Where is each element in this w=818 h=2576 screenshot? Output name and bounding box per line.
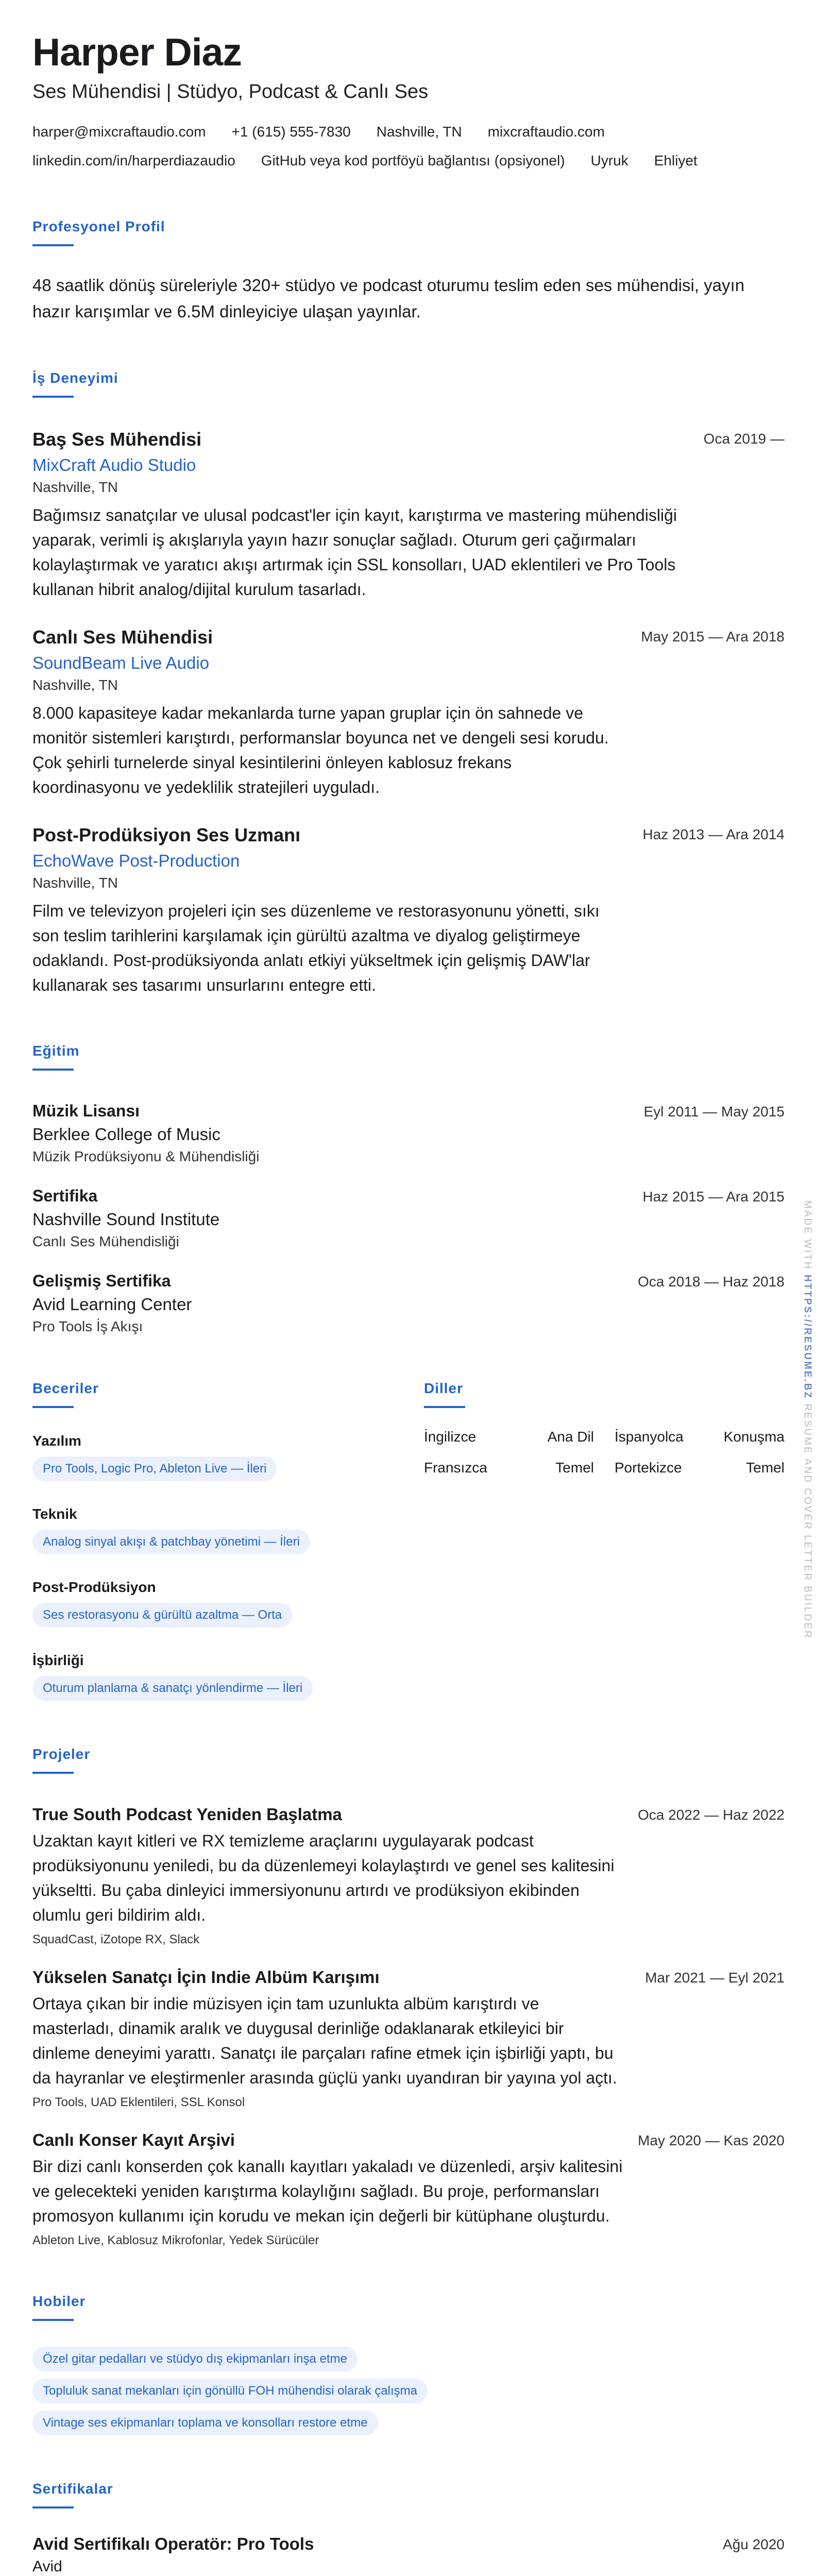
project-date: May 2020 — Kas 2020 (638, 2132, 785, 2148)
section-title-experience: İş Deneyimi (32, 369, 118, 386)
contact-nationality: Uyruk (590, 152, 628, 168)
language-level: Konuşma (723, 1428, 785, 1445)
project-description: Ortaya çıkan bir indie müzisyen için tam uzunlukta albüm karıştırdı ve masterladı, dinamik aralık ve duygusal derinliğe odaklanarak etkileyici bir dinleme deneyimi yarattı. Sanatçı ile parçaları rafine etmek için işbirliği yaptı, bu da hayranlar ve eleştirmenler arasında güçlü yankı uyandıran bir yayına yol açtı. (32, 1994, 617, 2087)
education-entry (32, 1101, 785, 1165)
certification-entry (32, 2534, 785, 2575)
project-entry (32, 1805, 785, 1947)
section-title-languages: Diller (424, 1380, 464, 1396)
language-item (424, 1460, 594, 1476)
section-title-hobbies: Hobiler (32, 2293, 86, 2309)
skill-category: Teknik (32, 1505, 77, 1522)
section-divider (32, 396, 74, 398)
hobby-chip: Vintage ses ekipmanları toplama ve konsolları restore etme (32, 2411, 378, 2435)
education-date: Haz 2015 — Ara 2015 (642, 1188, 785, 1205)
section-divider (32, 2506, 74, 2509)
profile-section (32, 218, 785, 325)
language-level: Ana Dil (547, 1428, 594, 1445)
language-item (424, 1429, 594, 1445)
project-date: Oca 2022 — Haz 2022 (638, 1806, 785, 1823)
language-level: Temel (746, 1459, 785, 1476)
contact-info (32, 124, 785, 169)
resume-content (32, 26, 785, 2576)
job-company[interactable]: EchoWave Post-Production (32, 851, 240, 870)
skill-chip: Analog sinyal akışı & patchbay yönetimi — İleri (32, 1530, 310, 1554)
section-title-education: Eğitim (32, 1042, 80, 1059)
project-entry (32, 1968, 785, 2110)
candidate-title: Ses Mühendisi | Stüdyo, Podcast & Canlı Ses (32, 80, 429, 103)
job-role: Post-Prodüksiyon Ses Uzmanı (32, 824, 301, 845)
watermark-prefix: MADE WITH (802, 1200, 813, 1270)
skill-chip: Ses restorasyonu & gürültü azaltma — Orta (32, 1603, 292, 1628)
language-item (615, 1460, 785, 1476)
languages-grid (424, 1429, 785, 1490)
experience-section (32, 370, 785, 997)
project-title: Canlı Konser Kayıt Arşivi (32, 2130, 235, 2149)
certification-issuer: Avid (32, 2557, 62, 2575)
section-title-profile: Profesyonel Profil (32, 218, 165, 234)
contact-email[interactable]: harper@mixcraftaudio.com (32, 123, 206, 140)
education-field: Pro Tools İş Akışı (32, 1318, 143, 1334)
job-company[interactable]: SoundBeam Live Audio (32, 653, 210, 672)
language-name: Fransızca (424, 1459, 487, 1476)
education-degree: Müzik Lisansı (32, 1101, 140, 1120)
project-description: Bir dizi canlı konserden çok kanallı kayıtları yakaladı ve düzenledi, arşiv kalitesini ve gelecekteki yeniden karıştırma kolaylığını sağladı. Bu proje, performansları promosyon kullanımı için korudu ve mekan için değerli bir kütüphane oluşturdu. (32, 2157, 623, 2225)
job-location: Nashville, TN (32, 479, 118, 495)
section-divider (32, 1069, 74, 1071)
language-item (615, 1429, 785, 1445)
section-divider (32, 1772, 74, 1774)
language-name: İngilizce (424, 1428, 476, 1445)
job-location: Nashville, TN (32, 676, 118, 693)
languages-section (424, 1380, 785, 1701)
job-role: Baş Ses Mühendisi (32, 428, 202, 450)
vertical-watermark (802, 1200, 813, 1639)
education-section (32, 1043, 785, 1335)
job-role: Canlı Ses Mühendisi (32, 626, 213, 648)
hobby-chip: Özel gitar pedalları ve stüdyo dış ekipmanları inşa etme (32, 2347, 357, 2371)
job-entry (32, 626, 785, 800)
education-date: Eyl 2011 — May 2015 (643, 1103, 785, 1120)
skill-category: Post-Prodüksiyon (32, 1579, 156, 1595)
project-date: Mar 2021 — Eyl 2021 (645, 1969, 785, 1986)
education-field: Canlı Ses Mühendisliği (32, 1233, 179, 1249)
section-title-certifications: Sertifikalar (32, 2480, 113, 2497)
job-date: Oca 2019 — (703, 430, 785, 447)
projects-section (32, 1746, 785, 2248)
skills-section (32, 1380, 424, 1701)
contact-github[interactable]: GitHub veya kod portföyü bağlantısı (opsiyonel) (261, 152, 565, 168)
education-school: Nashville Sound Institute (32, 1209, 220, 1229)
education-school: Avid Learning Center (32, 1294, 192, 1314)
education-field: Müzik Prodüksiyonu & Mühendisliği (32, 1148, 260, 1164)
job-description: Film ve televizyon projeleri için ses düzenleme ve restorasyonunu yönetti, sıkı son teslim tarihlerini karşılamak için gürültü azaltma ve diyalog geliştirmeye odaklandı. Post-prodüksiyonda anlatı etkiyi yükseltmek için gelişmiş DAW'lar kullanarak ses tasarımı unsurlarını entegre etti. (32, 901, 600, 994)
certification-title: Avid Sertifikalı Operatör: Pro Tools (32, 2534, 314, 2553)
hobbies-section (32, 2293, 785, 2435)
project-tech: Ableton Live, Kablosuz Mikrofonlar, Yedek Sürücüler (32, 2233, 319, 2247)
section-divider (32, 1406, 74, 1408)
contact-phone[interactable]: +1 (615) 555-7830 (231, 123, 351, 140)
candidate-name: Harper Diaz (32, 30, 242, 74)
project-title: True South Podcast Yeniden Başlatma (32, 1804, 342, 1824)
watermark-suffix: RESUME AND COVER LETTER BUILDER (802, 1403, 813, 1639)
education-date: Oca 2018 — Haz 2018 (638, 1273, 785, 1290)
project-title: Yükselen Sanatçı İçin Indie Albüm Karışımı (32, 1967, 380, 1987)
section-title-skills: Beceriler (32, 1380, 99, 1396)
skill-category: İşbirliği (32, 1652, 84, 1668)
job-date: Haz 2013 — Ara 2014 (642, 826, 785, 842)
job-entry (32, 429, 785, 602)
section-divider (32, 244, 74, 246)
contact-location: Nashville, TN (376, 123, 462, 140)
job-company[interactable]: MixCraft Audio Studio (32, 455, 196, 474)
language-name: İspanyolca (615, 1428, 684, 1445)
education-entry (32, 1187, 785, 1250)
contact-website[interactable]: mixcraftaudio.com (487, 123, 605, 140)
certification-date: Ağu 2020 (723, 2536, 785, 2552)
section-divider (32, 2319, 74, 2321)
section-divider (424, 1406, 465, 1408)
skills-languages-row (32, 1380, 785, 1701)
skill-chip: Pro Tools, Logic Pro, Ableton Live — İleri (32, 1456, 277, 1481)
hobby-chip: Topluluk sanat mekanları için gönüllü FOH mühendisi olarak çalışma (32, 2379, 428, 2403)
education-degree: Gelişmiş Sertifika (32, 1271, 171, 1290)
education-entry (32, 1272, 785, 1335)
project-tech: SquadCast, iZotope RX, Slack (32, 1932, 200, 1946)
project-tech: Pro Tools, UAD Eklentileri, SSL Konsol (32, 2095, 245, 2109)
contact-license: Ehliyet (654, 152, 697, 168)
job-description: 8.000 kapasiteye kadar mekanlarda turne yapan gruplar için ön sahnede ve monitör sistemleri karıştırdı, performanslar boyunca net ve dengeli sesi korudu. Çok şehirli turnelerde sinyal kesintilerini önleyen kablosuz frekans koordinasyonu ve yedeklilik stratejileri uyguladı. (32, 703, 609, 796)
language-level: Temel (555, 1459, 594, 1476)
section-title-projects: Projeler (32, 1745, 91, 1762)
education-school: Berklee College of Music (32, 1124, 220, 1144)
skill-chip: Oturum planlama & sanatçı yönlendirme — İleri (32, 1676, 313, 1701)
project-entry (32, 2130, 785, 2248)
language-name: Portekizce (615, 1459, 682, 1476)
job-location: Nashville, TN (32, 874, 118, 891)
job-date: May 2015 — Ara 2018 (641, 628, 785, 645)
education-degree: Sertifika (32, 1186, 98, 1205)
project-description: Uzaktan kayıt kitleri ve RX temizleme araçlarını uygulayarak podcast prodüksiyonunu yeniledi, bu da düzenlemeyi kolaylaştırdı ve genel ses kalitesini yükseltti. Bu çaba dinleyici immersiyonunu artırdı ve prodüksiyon ekibinden olumlu geri bildirim aldı. (32, 1831, 615, 1924)
contact-linkedin[interactable]: linkedin.com/in/harperdiazaudio (32, 152, 235, 168)
job-entry (32, 824, 785, 997)
watermark-link[interactable]: HTTPS://RESUME.BZ (802, 1275, 813, 1400)
certifications-section (32, 2481, 785, 2576)
skill-category: Yazılım (32, 1432, 81, 1449)
profile-summary: 48 saatlik dönüş süreleriyle 320+ stüdyo ve podcast oturumu teslim eden ses mühendisi, yayın hazır karışımlar ve 6.5M dinleyiciye ulaşan yayınlar. (32, 275, 745, 321)
job-description: Bağımsız sanatçılar ve ulusal podcast'ler için kayıt, karıştırma ve mastering mühendisliği yaparak, verimli iş akışlarıyla yayın hazır sonuçlar sağladı. Oturum geri çağırmaları kolaylaştırmak ve yaratıcı akışı artırmak için SSL konsolları, UAD eklentileri ve Pro Tools kullanan hibrit analog/dijital kurulum tasarladı. (32, 505, 677, 599)
